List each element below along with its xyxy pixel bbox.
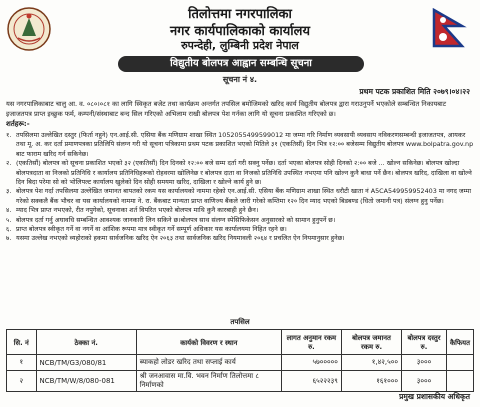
condition-number: ७.: [6, 234, 12, 243]
office-address: रुपन्देही, लुम्बिनी प्रदेश नेपाल: [181, 39, 299, 52]
signatory-title: प्रमुख प्रशासकीय अधिकृत: [399, 392, 470, 401]
condition-item: [6, 131, 474, 159]
condition-item: [6, 206, 474, 215]
col-header-description: कार्यको विवरण र स्थान: [136, 330, 281, 355]
notice-number: सूचना नं ४.: [222, 75, 258, 84]
condition-text: बोलपत्र दर्ता गर्नु अघावधि सम्बन्धित आवश्यक जानकारी लिन सकिने छ।बोलपत्र साथ संलग्न स्पेसिफिकेसन अनुसारको को सामान हुनुपर्ने छ।: [16, 215, 336, 224]
condition-number: ५.: [6, 215, 12, 224]
condition-item: [6, 159, 474, 187]
office-name: नगर कार्यपालिकाको कार्यालय: [169, 24, 311, 39]
col-header-sn: सि. नं: [7, 330, 37, 355]
cell-sn: १: [7, 355, 37, 371]
condition-item: [6, 234, 474, 243]
cell-remarks: [446, 355, 473, 371]
col-header-cost-estimate: लागत अनुमान रकम रु.: [281, 330, 341, 355]
condition-text: तपसिलमा उल्लेखित दस्तुर (फिर्ता नहुने) एन.आई.सी. एसिया बैंक मणिग्राम शाखा स्थित 1052055499599012 मा जम्मा गरि निर्माण व्यवसायी व्यवसाय नविकरणसम्बन्धी इजाजतपत्र, आयकर तथा मू. अ. कर दर्ता प्रमाणपत्रका प्रतिलिपि संलग्न गरी यो सूचना पत्रिकामा प्रथम पटक प्रकाशित भएको मितिले ३१ (एकतिसौं) दिन भित्र १२:०० बजेसम्म विद्युतीय बोलपत्र www.bolpatra.gov.np बाट फाराम खरिद गर्न सकिनेछ।: [16, 131, 474, 158]
cell-description: श्री जनआवास मा.वि. भवन निर्माण तिलोत्तमा ८ निर्माणको: [136, 371, 281, 392]
cell-cost-estimate: ५७०००००: [281, 355, 341, 371]
condition-text: बोलपत्र पेश गर्दा तपसिलमा उल्लेखित जमानत बापतको रकम यस कार्यालयको नाममा रहेको एन.आई.सी. एसिया बैंक मणिग्राम शाखा स्थित धरौटी खाता नं A5CA549959952403 मा नगद जम्मा गरेको सक्कलै बैंक भौचर वा यस कार्यालयको नाममा ने. रा. बैंकबाट मान्यता प्राप्त वाणिज्य बैंकले जारी गरेको कम्तिमा १२० दिन म्याद भएको बिडबण्ड (धितो जमानी पत्र) संलग्न हुनु पर्नेछ।: [16, 187, 472, 205]
condition-number: ६.: [6, 225, 12, 234]
condition-text: यसमा उल्लेख नभएको व्यहोराको हकमा सार्वजनिक खरिद ऐन २०६३ तथा सार्वजनिक खरिद नियमावली २०६४ र प्रचलित ऐन नियमानुसार हुनेछ।: [16, 234, 345, 243]
cell-description: ब्याकहो लोडर खरिद तथा सप्लाई कार्य: [136, 355, 281, 371]
table-title: तपसिल: [230, 318, 250, 326]
col-header-contract-no: ठेक्का नं.: [36, 330, 136, 355]
cell-contract-no: NCB/TM/G3/080/81: [36, 355, 136, 371]
notice-title-banner: विद्युतीय बोलपत्र आह्वान सम्बन्धि सूचना: [118, 56, 364, 72]
cell-remarks: [446, 371, 473, 392]
condition-text: प्राप्त बोलपत्र स्वीकृत गर्ने वा नगर्ने वा आंशिक रूपमा मात्र स्वीकृत गर्ने सम्पूर्ण अधिकार यस कार्यालयमा निहित रहने छ।: [16, 225, 287, 234]
cell-bid-security: १,४२,५००: [341, 355, 401, 371]
contracts-table: [6, 329, 474, 392]
condition-number: ४.: [6, 206, 12, 215]
cell-sn: २: [7, 371, 37, 392]
table-row: [7, 355, 474, 371]
condition-text: म्याद भित्र प्राप्त नभएको, रीत नपुगेको, सूचनाका शर्त विपरित भएको बोलपत्र माथि कुनै कारबाही हुने छैन।: [16, 206, 259, 215]
cell-bid-fee: ३०००: [402, 355, 447, 371]
condition-number: ३.: [6, 187, 12, 196]
cell-bid-fee: ३०००: [402, 371, 447, 392]
publish-date: प्रथम पटक प्रकाशित मिति २०७९।०४।२२: [359, 87, 470, 96]
col-header-remarks: कैफियत: [446, 330, 473, 355]
conditions-list: [6, 131, 474, 244]
table-header-row: [7, 330, 474, 355]
cell-contract-no: NCB/TM/W/8/080-081: [36, 371, 136, 392]
cell-cost-estimate: ६५२२२३९: [281, 371, 341, 392]
condition-item: [6, 216, 474, 225]
condition-number: १.: [6, 131, 12, 139]
col-header-bid-fee: बोलपत्र दस्तुर रु.: [402, 330, 447, 355]
conditions-heading: शर्तहरू:-: [6, 120, 30, 128]
condition-number: २.: [6, 159, 12, 168]
condition-text: (एकतिसौं) बोलपत्र को सूचना प्रकाशित भएको ३२ (एकतिसौं) दिन दिनको १२:०० बजे सम्म दर्ता गरी सक्नु पर्नेछ। दर्ता भएका बोलपत्र सोही दिनको २:०० बजे ... खोल्न सकिनेछ। बोलपत्र खोल्दा बोलपत्रदाता वा निजको प्रतिनिधि र कार्यालय प्रतिनिधिहरूको रोहवरमा खोलिनेछ र बोलपत्र दाता वा निजको प्रतिनिधि उपस्थित नभएमा पनि खोल्न कुनै बाधा पर्ने छैन। बोलपत्र खरिद, दाखिला वा खोल्ने दिन बिदा परेमा सो को भोलिपल्ट कार्यालय खुलेको दिन सोही समयमा खरिद, दाखिला र खोल्ने कार्य हुने छ।: [16, 159, 472, 187]
table-row: [7, 371, 474, 392]
intro-paragraph: यस नगरपालिकाबाट चालु आ. व. ०८०।०८१ का लागि स्विकृत बजेट तथा कार्यक्रम अन्तर्गत तपसिल बमोजिमको खरिद कार्य विद्युतीय बोलपत्र द्वारा गराउनुपर्ने भएकोले सम्बन्धित निकायबाट इजाजतपत्र प्राप्त इच्छुक फर्म, कम्पनी/संस्थाबाट बन्द सिल गरिएको अभिलाम राखी बोलपत्र पेश गर्नका लागि यो सूचना प्रकाशित गरिएको छ।: [6, 100, 447, 118]
col-header-bid-security: बोलपत्र जमानत रकम रु.: [341, 330, 401, 355]
municipality-name: तिलोत्तमा नगरपालिका: [188, 7, 292, 22]
condition-item: [6, 187, 474, 206]
cell-bid-security: १६१०००: [341, 371, 401, 392]
condition-item: [6, 225, 474, 234]
